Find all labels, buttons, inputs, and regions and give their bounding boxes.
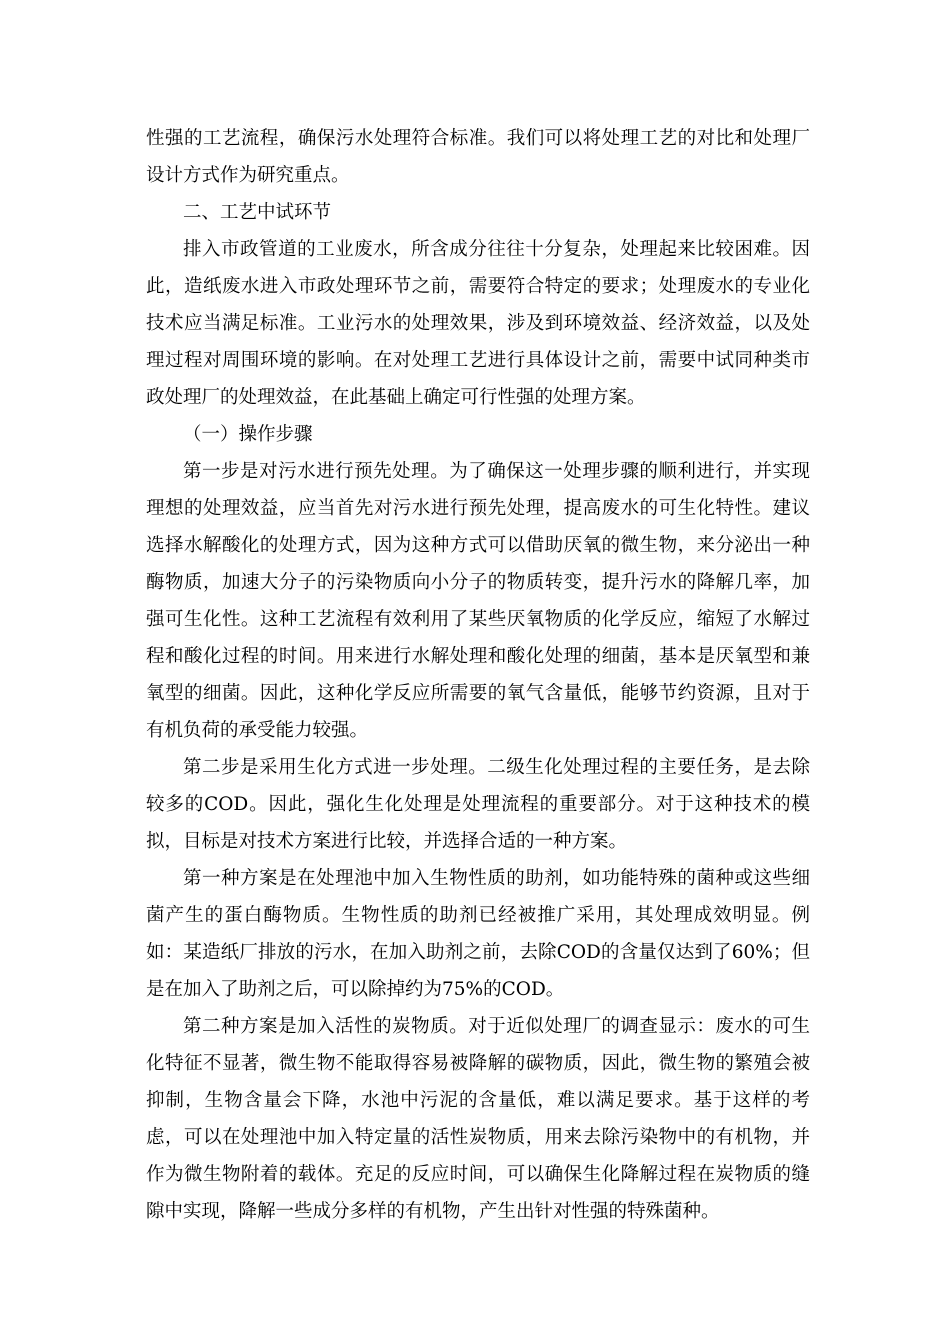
section-heading: 二、工艺中试环节 xyxy=(183,202,332,223)
paragraph: 第一种方案是在处理池中加入生物性质的助剂，如功能特殊的菌种或这些细菌产生的蛋白酶物质。生物性质的助剂已经被推广采用，其处理成效明显。例如：某造纸厂排放的污水，在加入助剂之前，去除COD的含量仅达到了60%；但是在加入了助剂之后，可以除掉约为75%的COD。 xyxy=(146,868,810,1000)
document-body xyxy=(146,120,810,1230)
paragraph-continuation: 性强的工艺流程，确保污水处理符合标准。我们可以将处理工艺的对比和处理厂设计方式作为研究重点。 xyxy=(146,128,810,186)
paragraph: 第二步是采用生化方式进一步处理。二级生化处理过程的主要任务，是去除较多的COD。因此，强化生化处理是处理流程的重要部分。对于这种技术的模拟，目标是对技术方案进行比较，并选择合适的一种方案。 xyxy=(146,757,810,852)
subsection-heading: （一）操作步骤 xyxy=(183,424,313,445)
paragraph: 排入市政管道的工业废水，所含成分往往十分复杂，处理起来比较困难。因此，造纸废水进入市政处理环节之前，需要符合特定的要求；处理废水的专业化技术应当满足标准。工业污水的处理效果，涉及到环境效益、经济效益，以及处理过程对周围环境的影响。在对处理工艺进行具体设计之前，需要中试同种类市政处理厂的处理效益，在此基础上确定可行性强的处理方案。 xyxy=(146,239,810,408)
paragraph: 第一步是对污水进行预先处理。为了确保这一处理步骤的顺利进行，并实现理想的处理效益，应当首先对污水进行预先处理，提高废水的可生化特性。建议选择水解酸化的处理方式，因为这种方式可以借助厌氧的微生物，来分泌出一种酶物质，加速大分子的污染物质向小分子的物质转变，提升污水的降解几率，加强可生化性。这种工艺流程有效利用了某些厌氧物质的化学反应，缩短了水解过程和酸化过程的时间。用来进行水解处理和酸化处理的细菌，基本是厌氧型和兼氧型的细菌。因此，这种化学反应所需要的氧气含量低，能够节约资源，且对于有机负荷的承受能力较强。 xyxy=(146,461,810,741)
paragraph: 第二种方案是加入活性的炭物质。对于近似处理厂的调查显示：废水的可生化特征不显著，微生物不能取得容易被降解的碳物质，因此，微生物的繁殖会被抑制，生物含量会下降，水池中污泥的含量低，难以满足要求。基于这样的考虑，可以在处理池中加入特定量的活性炭物质，用来去除污染物中的有机物，并作为微生物附着的载体。充足的反应时间，可以确保生化降解过程在炭物质的缝隙中实现，降解一些成分多样的有机物，产生出针对性强的特殊菌种。 xyxy=(146,1016,810,1222)
